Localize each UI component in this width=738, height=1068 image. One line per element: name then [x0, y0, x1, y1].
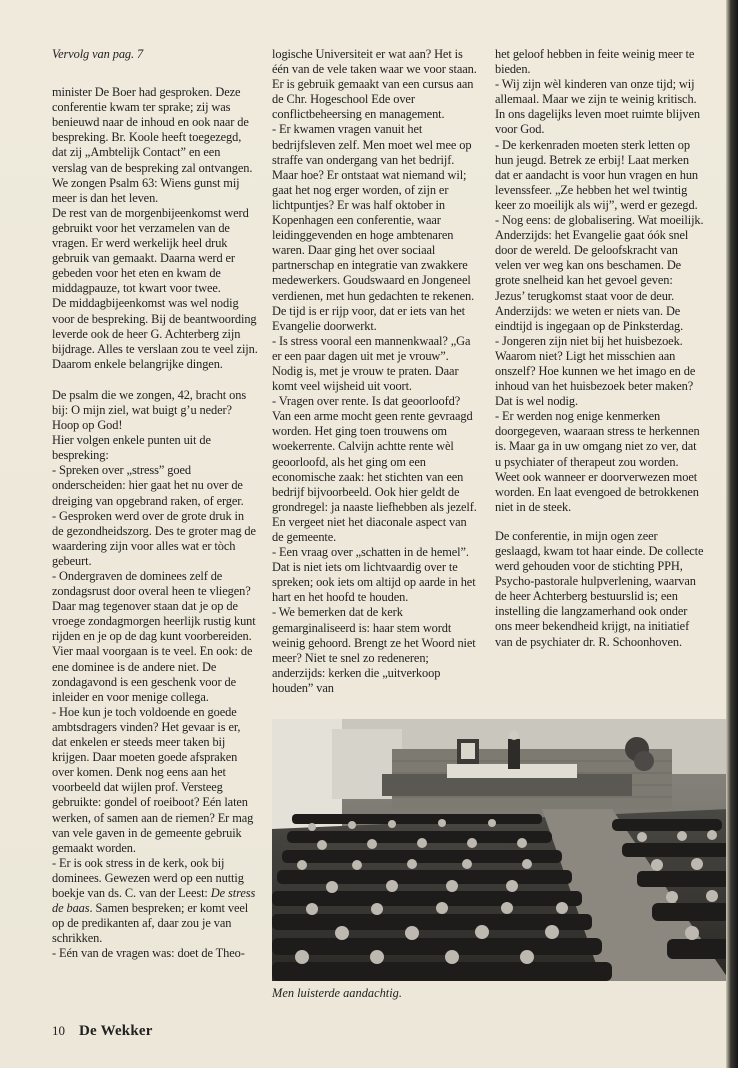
book-title: De stress de baas — [52, 885, 256, 916]
paragraph-gap — [52, 372, 258, 388]
photo-caption: Men luisterde aandachtig. — [272, 986, 402, 1000]
paragraph: De middagbijeenkomst was wel nodig voor de bespreking. Bij de beantwoording leverde ook de heer G. Achterberg zijn bijdrage. Alles te verslaan zou te veel zijn. Daarom enkele belangrijke dingen. — [52, 296, 258, 371]
list-item: - Is stress vooral een mannenkwaal? „Ga er een paar dagen uit met je vrouw”. Nodig is, met je vrouw te praten. Daar komt veel wijsheid uit voort. — [272, 333, 471, 394]
list-item: - Ondergraven de dominees zelf de zondagsrust door overal heen te vliegen? Daar mag tegenover staan dat je op de vroege zondagmorgen heerlijk rustig kunt rijden en je op de dag kunt voorbereiden. Vier maal voorgaan is te veel. En ook: de ene dominee is de andere niet. De zondagavond is een geschenk voor de inleider en voor menige collega. — [52, 569, 256, 704]
paragraph: het geloof hebben in feite weinig meer te bieden. — [495, 47, 695, 77]
list-item: - Er werden nog enige kenmerken doorgegeven, waaraan stress te herkennen is. Maar ga in uw omgang niet zo ver, dat u psychiater of therapeut zou worden. Weet ook wanneer er doorverwezen moet worden. En laat evengoed de betrokkenen niet in de steek. — [495, 409, 700, 514]
paragraph: logische Universiteit er wat aan? Het is één van de vele taken waar we voor staan. Er is gebruik gemaakt van een cursus aan de Chr. Hogeschool Ede over conflictbeheersing en management. — [272, 47, 477, 122]
page-footer — [52, 1023, 153, 1040]
list-item: - Nog eens: de globalisering. Wat moeilijk. Anderzijds: het Evangelie gaat óók snel door de wereld. De geloofskracht van velen ver weg kan ons beschamen. De grote snelheid kan het gevoel geven: Jezus’ terugkomst staat voor de deur. Anderzijds: we weten er niets van. De eindtijd is ingegaan op de Pinksterdag. — [495, 213, 704, 333]
list-item: - Eén van de vragen was: doet de Theo- — [52, 946, 245, 961]
list-item: - Er kwamen vragen vanuit het bedrijfsleven zelf. Men moet wel mee op straffe van ondergang van het bedrijf. Maar hoe? Er ontstaat wat niemand wil; gaat het nog erger worden, of zijn er lichtpuntjes? Er was half oktober in Kopenhagen een conferentie, waar leidinggevenden en hoge ambtenaren waren. Daar ging het over sociaal partnerschap en integratie van zwakkere medewerkers. Goudswaard en Jongeneel verdienen, met hun gedachten te rekenen. De tijd is er rijp voor, dat er iets van het Evangelie doorwerkt. — [272, 122, 475, 333]
list-item: - Jongeren zijn niet bij het huisbezoek. Waarom niet? Ligt het misschien aan onszelf? Hoe kunnen we het imago en de inhoud van het huisbezoek beter maken? Dat is wel nodig. — [495, 333, 696, 409]
audience-illustration — [272, 719, 730, 981]
paragraph: De psalm die we zongen, 42, bracht ons bij: O mijn ziel, wat buigt g’u neder? Hoop op God! — [52, 387, 247, 433]
list-item: - Spreken over „stress” goed onderscheiden: hier gaat het nu over de dreiging van opgebrand raken, of erger. — [52, 463, 244, 508]
page-number: 10 — [52, 1023, 65, 1038]
list-item: - De kerkenraden moeten sterk letten op hun jeugd. Betrek ze erbij! Laat merken dat er aandacht is voor hun vragen en hun levenssfeer. „Ze hebben het wel twintig keer zo moeilijk als wij”, werd er gezegd. — [495, 137, 699, 212]
paragraph: We zongen Psalm 63: Wiens gunst mij meer is dan het leven. — [52, 175, 240, 205]
continued-from-note: Vervolg van pag. 7 — [52, 47, 144, 61]
list-item — [52, 856, 258, 947]
publication-name: De Wekker — [79, 1023, 153, 1039]
paragraph-gap — [495, 515, 705, 529]
page-edge-shadow — [726, 0, 738, 1068]
text-column-2 — [272, 47, 478, 696]
paragraph: De conferentie, in mijn ogen zeer geslaagd, kwam tot haar einde. De collecte werd gehouden voor de stichting PPH, Psycho-pastorale hulpverlening, waarvan de heer Achterberg bestuurslid is; een instelling die langzamerhand ook onder ons meer bekendheid krijgt, na initiatief van de psychiater dr. R. Schoonhoven. — [495, 528, 704, 649]
list-item-text: - Er is ook stress in de kerk, ook bij dominees. Gewezen werd op een nuttig boekje van ds. C. van der Leest: — [52, 855, 244, 900]
list-item: - Gesproken werd over de grote druk in de gezondheidszorg. Des te groter mag de waardering zijn voor alles wat er tòch gebeurt. — [52, 508, 256, 568]
conference-photo — [272, 719, 730, 981]
list-item: - We bemerken dat de kerk gemarginaliseerd is: haar stem wordt weinig gehoord. Brengt ze het Woord niet meer? Niet te snel zo redeneren; anderzijds: kerken die „uitverkoop houden” van — [272, 605, 476, 695]
list-item: - Een vraag over „schatten in de hemel”. Dat is niet iets om lichtvaardig over te spreken; ook iets om altijd op aarde in het hart en het hoofd te houden. — [272, 545, 476, 605]
paragraph: minister De Boer had gesproken. Deze conferentie kwam ter sprake; zij was benieuwd naar de inhoud en ook naar de bespreking. Br. Koole heeft toegezegd, dat zij „Ambtelijk Contact” en een verslag van de bespreking zal ontvangen. — [52, 85, 253, 175]
list-item: - Vragen over rente. Is dat geoorloofd? Van een arme mocht geen rente gevraagd worden. Het ging toen trouwens om woekerrente. Calvijn achtte rente wèl geoorloofd, als het ging om een economische zaak: het stichten van een bedrijf bijvoorbeeld. Ook hier geldt de grondregel: ja naaste liefhebben als jezelf. En vergeet niet het diaconale aspect van de gemeente. — [272, 394, 477, 544]
paragraph: Hier volgen enkele punten uit de bespreking: — [52, 433, 211, 463]
list-item-text: . Samen bespreken; er komt veel op de predikanten af, daar zou je van schrikken. — [52, 901, 249, 946]
paragraph: De rest van de morgenbijeenkomst werd gebruikt voor het verzamelen van de vragen. Er werd werkelijk heel druk gebruik van gemaakt. Daarna werd er gebeden voor het eten en kwam de middagpauze, tot kwart voor twee. — [52, 205, 249, 296]
list-item: - Hoe kun je toch voldoende en goede ambtsdragers vinden? Het gevaar is er, dat enkelen er steeds meer taken bij krijgen. Daar moeten goede afspraken over komen. Denk nog eens aan het voorbeeld dat wijlen prof. Versteeg gebruikte: gondel of roeiboot? Eén laten werken, of samen aan de riemen? Er mag van vele gaven in de gemeente gebruik gemaakt worden. — [52, 704, 254, 855]
text-column-3 — [495, 47, 705, 650]
text-column-1 — [52, 47, 258, 961]
list-item: - Wij zijn wèl kinderen van onze tijd; wij allemaal. Maar we zijn te weinig kritisch. In ons dagelijks leven moet ruimte blijven voor God. — [495, 77, 701, 137]
